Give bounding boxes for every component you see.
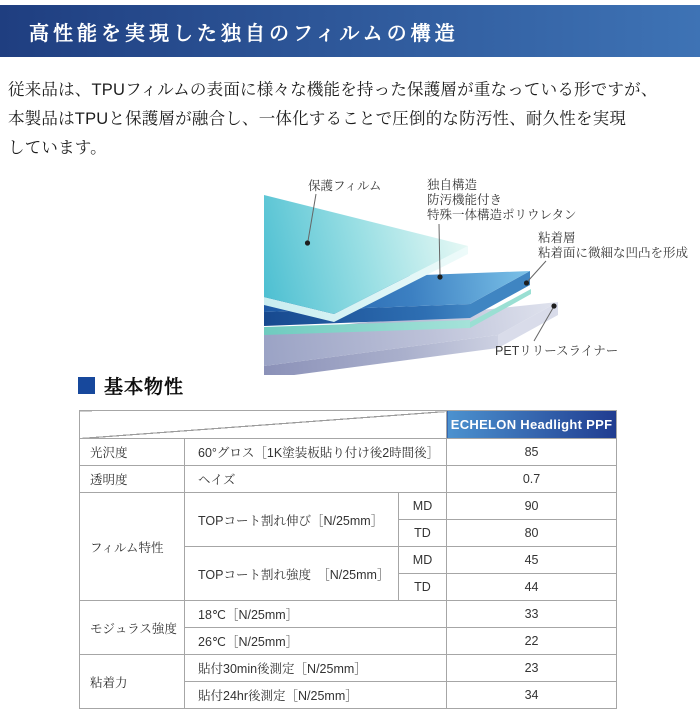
value-cell: 33 [447, 601, 617, 628]
page-title: 高性能を実現した独自のフィルムの構造 [29, 20, 459, 45]
pointer-dot [437, 274, 442, 279]
category-cell: フィルム特性 [80, 493, 185, 601]
pointer-dot [551, 303, 556, 308]
label-polyurethane: 特殊一体構造ポリウレタン [427, 208, 577, 222]
section-heading-text: 基本物性 [104, 377, 185, 398]
label-pet-liner: PETリリースライナー [495, 344, 619, 358]
test-cell: 26℃［N/25mm］ [185, 628, 447, 655]
direction-cell: MD [399, 547, 447, 574]
value-cell: 45 [447, 547, 617, 574]
film-layers-illustration [250, 175, 700, 375]
test-cell: 60°グロス［1K塗装板貼り付け後2時間後］ [185, 439, 447, 466]
table-row [80, 466, 617, 493]
value-cell: 80 [447, 520, 617, 547]
direction-cell: TD [399, 520, 447, 547]
table-row [80, 601, 617, 628]
direction-cell: TD [399, 574, 447, 601]
section-heading [78, 372, 184, 399]
label-adhesive-layer: 粘着層 [538, 231, 576, 245]
label-antifouling: 防汚機能付き [427, 193, 503, 207]
category-cell: 粘着力 [80, 655, 185, 709]
intro-paragraph [8, 76, 696, 163]
product-column-header: ECHELON Headlight PPF [447, 411, 617, 439]
category-cell: 光沢度 [80, 439, 185, 466]
value-cell: 34 [447, 682, 617, 709]
film-structure-diagram [250, 175, 700, 375]
blue-square-icon [78, 377, 95, 394]
table-row [80, 655, 617, 682]
value-cell: 22 [447, 628, 617, 655]
test-cell: TOPコート割れ強度 ［N/25mm］ [185, 547, 399, 601]
category-cell: モジュラス強度 [80, 601, 185, 655]
label-unique-structure: 独自構造 [427, 178, 478, 192]
intro-line: 従来品は、TPUフィルムの表面に様々な機能を持った保護層が重なっている形ですが、 [8, 81, 658, 99]
basic-properties-table [79, 410, 617, 709]
category-cell: 透明度 [80, 466, 185, 493]
test-cell: 貼付30min後測定［N/25mm］ [185, 655, 447, 682]
label-protective-film: 保護フィルム [308, 179, 382, 193]
value-cell: 44 [447, 574, 617, 601]
pointer-dot [305, 240, 310, 245]
test-cell: TOPコート割れ伸び［N/25mm］ [185, 493, 399, 547]
value-cell: 85 [447, 439, 617, 466]
value-cell: 90 [447, 493, 617, 520]
test-cell: 貼付24hr後測定［N/25mm］ [185, 682, 447, 709]
page-header-bar [0, 5, 700, 57]
intro-line: 本製品はTPUと保護層が融合し、一体化することで圧倒的な防汚性、耐久性を実現 [8, 110, 627, 128]
direction-cell: MD [399, 493, 447, 520]
value-cell: 0.7 [447, 466, 617, 493]
pointer-dot [524, 280, 529, 285]
intro-line: しています。 [8, 139, 107, 157]
table-row [80, 439, 617, 466]
table-row [80, 493, 617, 520]
value-cell: 23 [447, 655, 617, 682]
test-cell: 18℃［N/25mm］ [185, 601, 447, 628]
label-adhesive-detail: 粘着面に微細な凹凸を形成 [538, 246, 689, 260]
table-corner-cell [80, 411, 447, 439]
test-cell: ヘイズ [185, 466, 447, 493]
pointer-line [528, 261, 546, 281]
